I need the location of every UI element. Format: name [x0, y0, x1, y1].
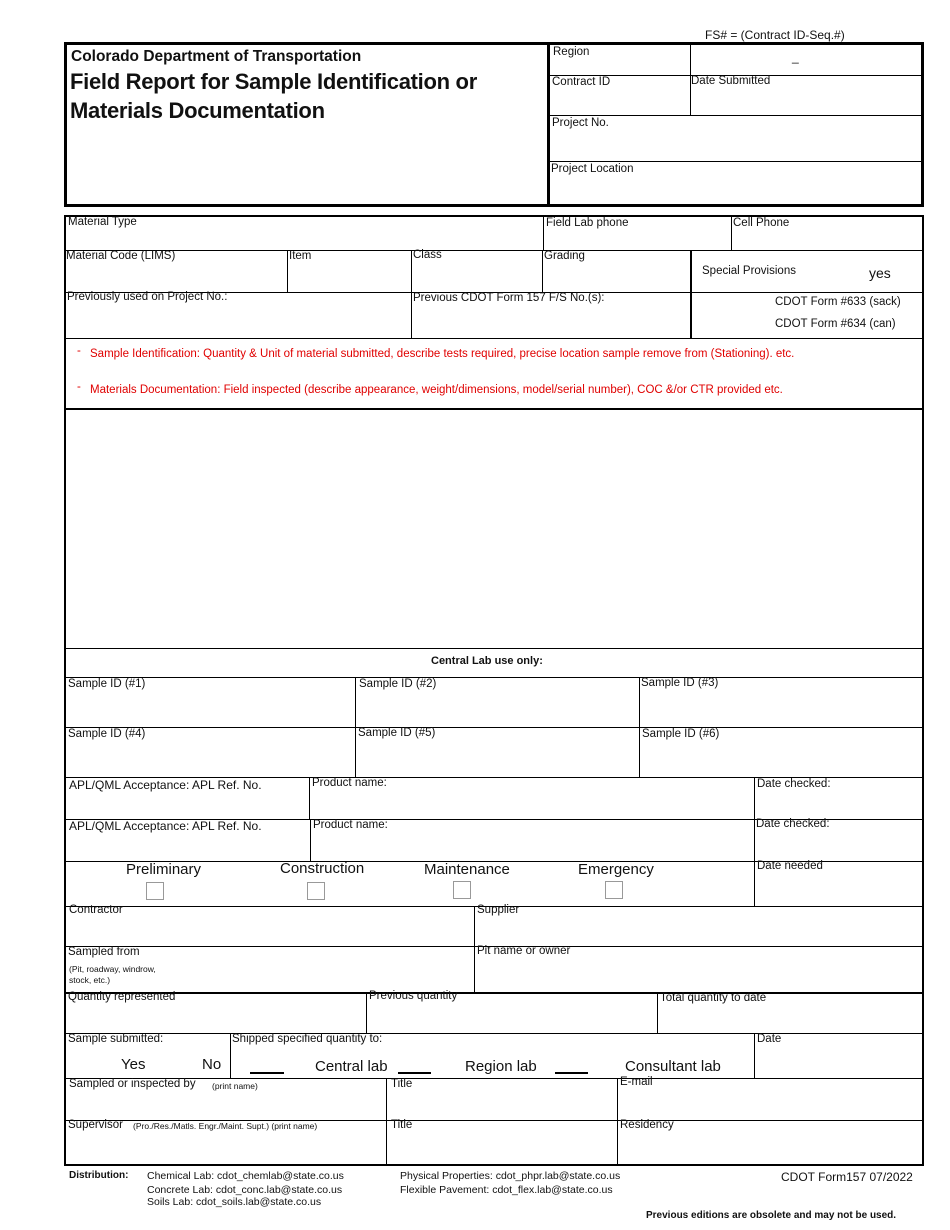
emergency-label: Emergency: [578, 861, 654, 878]
title-1-field[interactable]: [391, 1094, 613, 1117]
apl-ref-1-field[interactable]: [69, 795, 305, 817]
central-lab-blank[interactable]: [250, 1058, 284, 1074]
fs-note: FS# = (Contract ID-Seq.#): [705, 28, 845, 42]
title-2-label: Title: [391, 1119, 413, 1131]
obsolete-notice: Previous editions are obsolete and may not be used.: [646, 1210, 897, 1221]
date-submitted-label: Date Submitted: [691, 75, 771, 87]
cell-phone-field[interactable]: [733, 231, 918, 248]
material-type-label: Material Type: [68, 216, 137, 228]
total-quantity-label: Total quantity to date: [660, 992, 767, 1004]
ship-date-field[interactable]: [757, 1049, 918, 1075]
sample-id-4-field[interactable]: [68, 744, 351, 774]
material-type-field[interactable]: [68, 230, 538, 248]
email-field[interactable]: [620, 1094, 918, 1117]
residency-field[interactable]: [620, 1136, 918, 1160]
sampled-by-note: (print name): [212, 1081, 258, 1091]
cell-phone-label: Cell Phone: [733, 217, 790, 229]
date-checked-2-label: Date checked:: [756, 818, 830, 830]
submitted-yes-option[interactable]: Yes: [121, 1056, 146, 1073]
project-location-field[interactable]: [552, 178, 918, 202]
sample-id-5-label: Sample ID (#5): [358, 727, 436, 739]
title-1-label: Title: [391, 1078, 413, 1090]
consultant-lab-option: Consultant lab: [625, 1058, 721, 1075]
contractor-field[interactable]: [69, 920, 470, 944]
project-location-label: Project Location: [551, 163, 634, 175]
region-field[interactable]: [692, 47, 918, 73]
form633-label: CDOT Form #633 (sack): [775, 296, 901, 308]
sample-id-2-label: Sample ID (#2): [359, 678, 437, 690]
contractor-label: Contractor: [69, 904, 123, 916]
special-provisions-label: Special Provisions: [702, 265, 796, 277]
residency-label: Residency: [620, 1119, 674, 1131]
supervisor-field[interactable]: [69, 1136, 382, 1160]
description-area[interactable]: [68, 412, 922, 648]
sample-id-4-label: Sample ID (#4): [68, 728, 146, 740]
previously-used-field[interactable]: [68, 306, 408, 334]
field-lab-phone-label: Field Lab phone: [546, 217, 629, 229]
apl-ref-2-label: APL/QML Acceptance: APL Ref. No.: [69, 819, 262, 833]
construction-label: Construction: [280, 860, 365, 877]
maintenance-label: Maintenance: [424, 861, 510, 878]
preliminary-label: Preliminary: [126, 861, 202, 878]
class-label: Class: [413, 249, 442, 261]
date-submitted-field[interactable]: [692, 90, 918, 112]
date-checked-1-label: Date checked:: [757, 778, 831, 790]
sampled-from-field[interactable]: [180, 950, 470, 988]
instruction-sample-id: Sample Identification: Quantity & Unit of material submitted, describe tests required, precise location sample remove from (Stationing). etc.: [90, 348, 795, 360]
sample-submitted-label: Sample submitted:: [68, 1033, 164, 1045]
region-lab-option: Region lab: [465, 1058, 537, 1075]
date-checked-1-field[interactable]: [757, 793, 918, 817]
date-checked-2-field[interactable]: [757, 835, 918, 859]
pit-name-label: Pit name or owner: [477, 945, 571, 957]
class-field[interactable]: [414, 266, 538, 290]
date-needed-label: Date needed: [757, 860, 823, 872]
supplier-label: Supplier: [477, 904, 520, 916]
region-lab-blank[interactable]: [398, 1058, 431, 1074]
material-code-label: Material Code (LIMS): [66, 250, 176, 262]
form-number: CDOT Form157 07/2022: [781, 1170, 913, 1184]
region-label: Region: [553, 46, 590, 58]
bullet-1: -: [77, 345, 81, 357]
sample-id-5-field[interactable]: [359, 744, 635, 774]
department-name: Colorado Department of Transportation: [71, 48, 362, 65]
apl-ref-2-field[interactable]: [69, 836, 306, 858]
apl-ref-1-label: APL/QML Acceptance: APL Ref. No.: [69, 778, 262, 792]
pit-name-field[interactable]: [477, 961, 918, 988]
sampled-by-label: Sampled or inspected by: [69, 1078, 196, 1090]
contract-id-field[interactable]: [552, 90, 686, 112]
product-name-1-field[interactable]: [312, 793, 750, 817]
supervisor-label: Supervisor: [68, 1119, 123, 1131]
central-lab-heading: Central Lab use only:: [431, 655, 543, 667]
previous-quantity-label: Previous quantity: [369, 990, 458, 1002]
sampled-by-field[interactable]: [69, 1094, 382, 1117]
sample-id-6-field[interactable]: [642, 744, 918, 774]
quantity-represented-field[interactable]: [69, 1007, 362, 1030]
soils-lab-email: Soils Lab: cdot_soils.lab@state.co.us: [147, 1196, 322, 1208]
previously-used-label: Previously used on Project No.:: [67, 291, 228, 303]
sample-id-1-label: Sample ID (#1): [68, 678, 146, 690]
supervisor-note: (Pro./Res./Matls. Engr./Maint. Supt.) (print name): [133, 1121, 318, 1131]
shipped-to-label: Shipped specified quantity to:: [232, 1033, 383, 1045]
sampled-from-note1: (Pit, roadway, windrow,: [69, 964, 156, 974]
supplier-field[interactable]: [477, 920, 918, 944]
flexible-pavement-email: Flexible Pavement: cdot_flex.lab@state.co.us: [400, 1184, 613, 1196]
email-label: E-mail: [620, 1076, 653, 1088]
header-divider: [547, 42, 550, 207]
sampled-from-note2: stock, etc.): [69, 975, 111, 985]
form634-label: CDOT Form #634 (can): [775, 318, 896, 330]
bullet-2: -: [77, 381, 81, 393]
central-lab-option: Central lab: [315, 1058, 388, 1075]
chem-lab-email: Chemical Lab: cdot_chemlab@state.co.us: [147, 1170, 344, 1182]
title-2-field[interactable]: [391, 1136, 613, 1160]
submitted-no-option[interactable]: No: [202, 1056, 222, 1073]
fs-dash: _: [792, 50, 799, 64]
product-name-2-label: Product name:: [313, 819, 388, 831]
previous-form-field[interactable]: [414, 306, 687, 334]
maintenance-checkbox[interactable]: [453, 881, 471, 899]
project-no-label: Project No.: [552, 117, 609, 129]
form-title-line1: Field Report for Sample Identification or: [70, 69, 477, 94]
product-name-2-field[interactable]: [313, 835, 750, 859]
item-label: Item: [289, 250, 312, 262]
previous-quantity-field[interactable]: [369, 1007, 653, 1030]
special-provisions-value[interactable]: yes: [869, 265, 891, 281]
project-no-field[interactable]: [552, 132, 918, 158]
field-lab-phone-field[interactable]: [546, 231, 727, 248]
material-code-field[interactable]: [68, 266, 283, 290]
instruction-materials-doc: Materials Documentation: Field inspected (describe appearance, weight/dimensions, model/serial number), COC &/or CTR provided etc.: [90, 384, 783, 396]
consultant-lab-blank[interactable]: [555, 1058, 588, 1074]
physical-properties-email: Physical Properties: cdot_phpr.lab@state.co.us: [400, 1170, 621, 1182]
sample-id-3-field[interactable]: [642, 694, 918, 724]
sample-id-3-label: Sample ID (#3): [641, 677, 719, 689]
form-title-line2: Materials Documentation: [70, 98, 325, 123]
ship-date-label: Date: [757, 1033, 782, 1045]
sample-id-1-field[interactable]: [68, 694, 351, 724]
contract-id-label: Contract ID: [552, 76, 611, 88]
emergency-checkbox[interactable]: [605, 881, 623, 899]
construction-checkbox[interactable]: [307, 882, 325, 900]
quantity-represented-label: Quantity represented: [68, 991, 176, 1003]
total-quantity-field[interactable]: [660, 1007, 918, 1030]
sampled-from-label: Sampled from: [68, 946, 140, 958]
preliminary-checkbox[interactable]: [146, 882, 164, 900]
distribution-label: Distribution:: [69, 1170, 129, 1181]
sample-id-6-label: Sample ID (#6): [642, 728, 720, 740]
item-field[interactable]: [290, 266, 408, 290]
previous-form-label: Previous CDOT Form 157 F/S No.(s):: [413, 292, 605, 304]
sample-id-2-field[interactable]: [359, 694, 635, 724]
grading-label: Grading: [544, 250, 585, 262]
product-name-1-label: Product name:: [312, 777, 387, 789]
grading-field[interactable]: [545, 266, 687, 290]
date-needed-field[interactable]: [757, 876, 918, 902]
concrete-lab-email: Concrete Lab: cdot_conc.lab@state.co.us: [147, 1184, 343, 1196]
